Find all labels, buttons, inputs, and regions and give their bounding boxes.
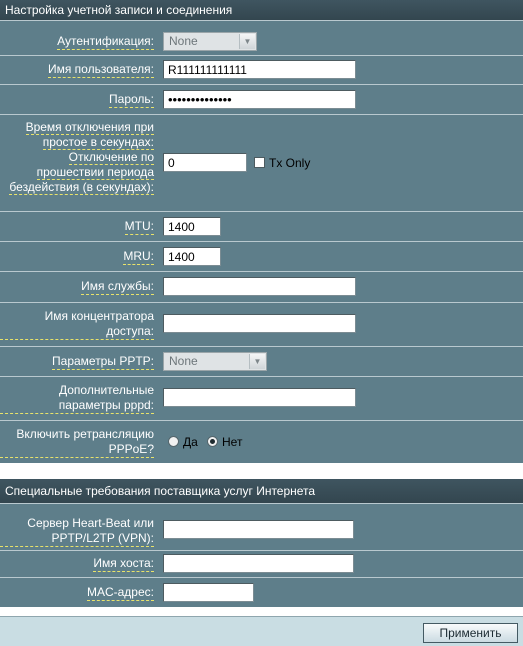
mac-row <box>0 578 523 607</box>
account-section-header <box>0 0 523 21</box>
idle-timeout-label: Отключение по прошествии периода бездействия (в секундах): <box>9 150 154 194</box>
apply-bar <box>0 616 523 646</box>
mru-row <box>0 242 523 272</box>
chevron-down-icon: ▼ <box>249 354 265 369</box>
mac-label: MAC-адрес: <box>86 584 154 599</box>
relay-no-label: Нет <box>222 435 243 449</box>
relay-no-radio[interactable] <box>207 436 218 447</box>
concentrator-input[interactable] <box>163 314 356 333</box>
heartbeat-row <box>0 512 523 551</box>
username-label: Имя пользователя: <box>47 62 154 76</box>
heartbeat-label: Сервер Heart-Beat или PPTP/L2TP (VPN): <box>0 516 154 547</box>
concentrator-label: Имя концентратора доступа: <box>0 309 154 340</box>
chevron-down-icon: ▼ <box>239 34 255 49</box>
pptp-row <box>0 347 523 377</box>
hostname-row <box>0 551 523 578</box>
auth-select-value: None <box>169 34 198 48</box>
tx-only-checkbox[interactable] <box>254 157 265 168</box>
auth-select[interactable] <box>163 32 257 51</box>
password-row <box>0 85 523 115</box>
hostname-input[interactable] <box>163 554 354 573</box>
hostname-label: Имя хоста: <box>93 556 154 570</box>
pptp-select[interactable] <box>163 352 267 371</box>
password-value: •••••••••••••• <box>168 92 232 107</box>
service-input[interactable] <box>163 277 356 296</box>
isp-section-header <box>0 479 523 504</box>
mtu-label: MTU: <box>124 218 154 233</box>
username-input[interactable] <box>163 60 356 79</box>
mac-input[interactable] <box>163 583 254 602</box>
idle-header-label: Время отключения при простое в секундах: <box>25 120 154 149</box>
auth-row <box>0 29 523 56</box>
mru-label: MRU: <box>123 248 154 263</box>
auth-label: Аутентификация: <box>57 34 154 48</box>
concentrator-row <box>0 303 523 347</box>
service-row <box>0 272 523 303</box>
relay-yes-radio[interactable] <box>168 436 179 447</box>
relay-label: Включить ретрансляцию PPPoE? <box>0 427 154 458</box>
service-label: Имя службы: <box>81 279 154 293</box>
pppd-input[interactable] <box>163 388 356 407</box>
pptp-select-value: None <box>169 354 198 368</box>
heartbeat-input[interactable] <box>163 520 354 539</box>
mtu-row <box>0 212 523 242</box>
pppd-label: Дополнительные параметры pppd: <box>0 383 154 414</box>
apply-button[interactable]: Применить <box>423 623 518 643</box>
relay-yes-label: Да <box>183 435 198 449</box>
isp-section-title: Специальные требования поставщика услуг Интернета <box>5 484 316 498</box>
pptp-label: Параметры PPTP: <box>52 353 154 368</box>
idle-row <box>0 115 523 212</box>
password-label: Пароль: <box>109 91 154 106</box>
idle-timeout-input[interactable] <box>163 153 247 172</box>
mru-input[interactable] <box>163 247 221 266</box>
mtu-input[interactable] <box>163 217 221 236</box>
pppd-row <box>0 377 523 421</box>
password-input[interactable] <box>163 90 356 109</box>
relay-row <box>0 421 523 463</box>
username-row <box>0 56 523 85</box>
tx-only-label: Tx Only <box>269 156 311 170</box>
account-section-title: Настройка учетной записи и соединения <box>5 3 233 17</box>
